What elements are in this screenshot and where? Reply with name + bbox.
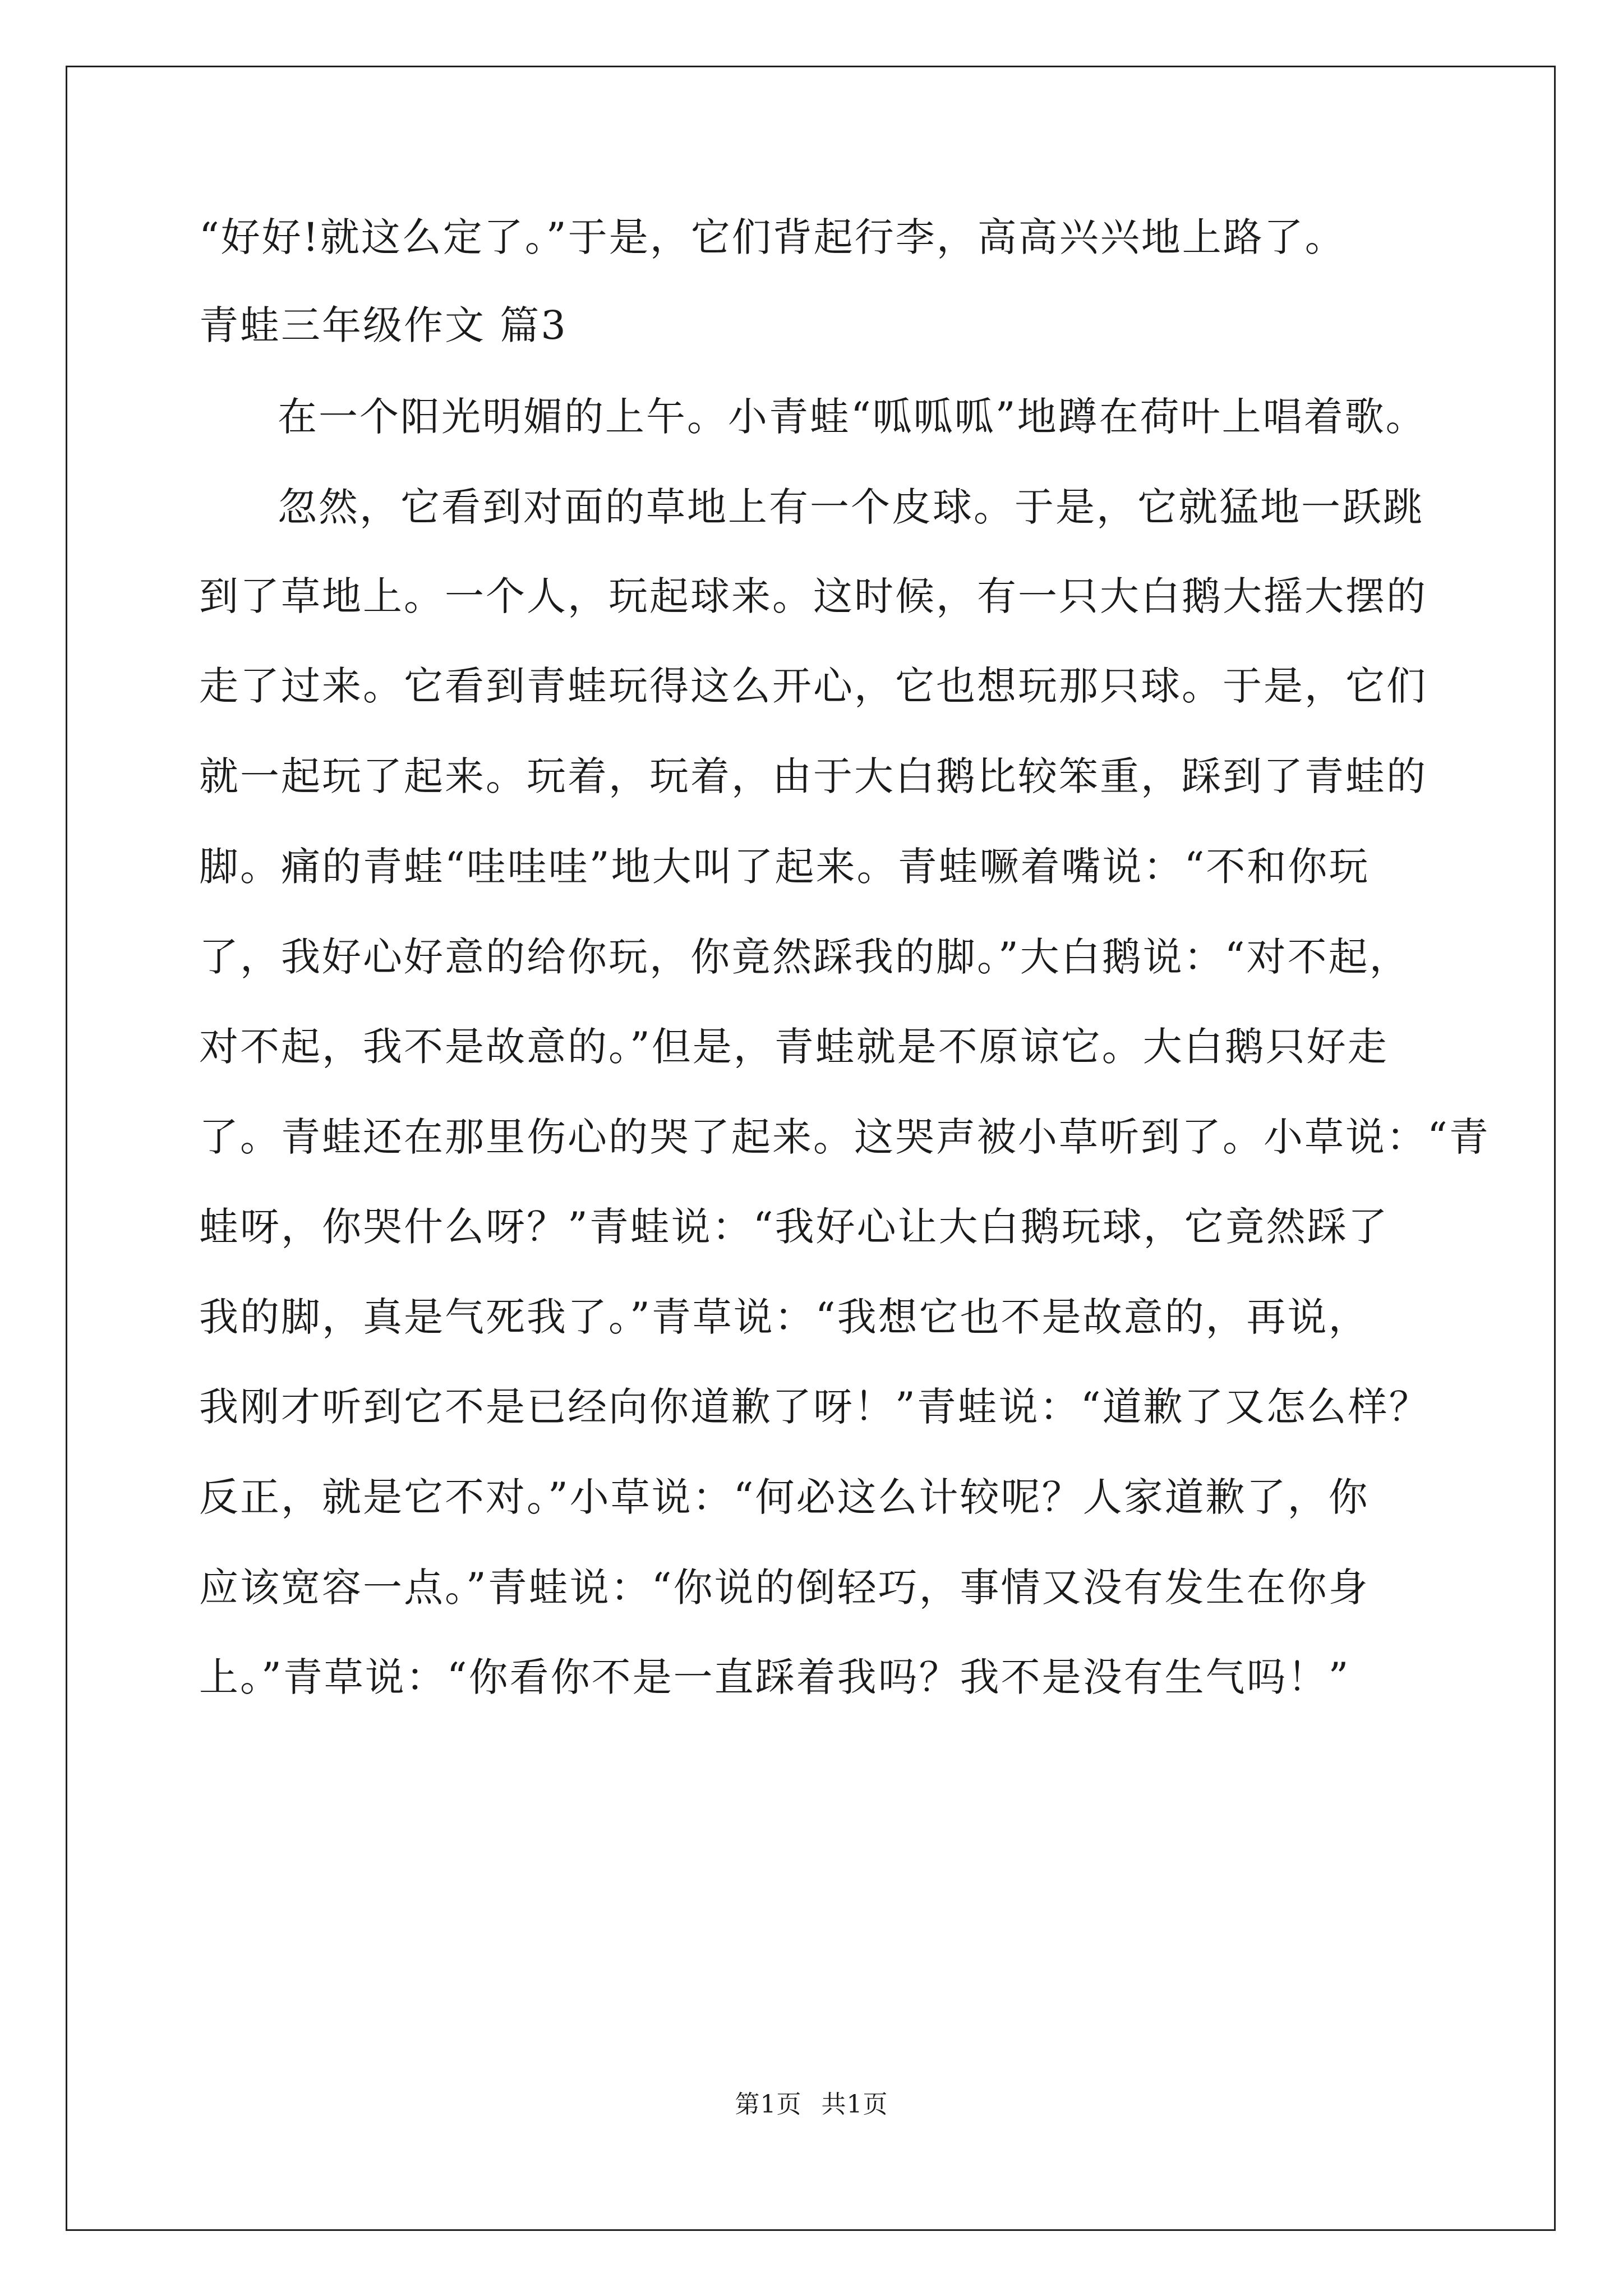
paragraph-2-line: 了，我好心好意的给你玩，你竟然踩我的脚。”大白鹅说：“对不起， [199,934,1410,980]
paragraph-2-line: 到了草地上。一个人，玩起球来。这时候，有一只大白鹅大摇大摆的 [199,573,1427,619]
paragraph-2-line: 就一起玩了起来。玩着，玩着，由于大白鹅比较笨重，踩到了青蛙的 [199,753,1427,799]
paragraph-2-line: 我刚才听到它不是已经向你道歉了呀！”青蛙说：“道歉了又怎么样？ [199,1384,1430,1430]
page-total: 共1页 [821,2090,888,2119]
paragraph-2-line: 走了过来。它看到青蛙玩得这么开心，它也想玩那只球。于是，它们 [199,663,1427,709]
paragraph-2-line: 我的脚，真是气死我了。”青草说：“我想它也不是故意的，再说， [199,1294,1370,1340]
section-heading: 青蛙三年级作文 篇3 [199,302,568,348]
paragraph-2-line: 了。青蛙还在那里伤心的哭了起来。这哭声被小草听到了。小草说：“青 [199,1114,1490,1160]
paragraph-2-line: 上。”青草说：“你看你不是一直踩着我吗？我不是没有生气吗！” [199,1654,1350,1700]
page-number: 第1页 [735,2090,802,2119]
paragraph-2-line: 反正，就是它不对。”小草说：“何必这么计较呢？人家道歉了，你 [199,1474,1370,1520]
paragraph-1-line: 在一个阳光明媚的上午。小青蛙“呱呱呱”地蹲在荷叶上唱着歌。 [278,394,1427,440]
text-line-closing-quote: “好好!就这么定了。”于是，它们背起行李，高高兴兴地上路了。 [199,214,1346,260]
paragraph-2-line: 脚。痛的青蛙“哇哇哇”地大叫了起来。青蛙噘着嘴说：“不和你玩 [199,844,1370,890]
paragraph-2-line: 对不起，我不是故意的。”但是，青蛙就是不原谅它。大白鹅只好走 [199,1024,1389,1070]
paragraph-2-line: 应该宽容一点。”青蛙说：“你说的倒轻巧，事情又没有发生在你身 [199,1565,1370,1611]
paragraph-2-line: 蛙呀，你哭什么呀？”青蛙说：“我好心让大白鹅玩球，它竟然踩了 [199,1204,1389,1250]
page-footer [0,2088,1623,2122]
paragraph-2-line: 忽然，它看到对面的草地上有一个皮球。于是，它就猛地一跃跳 [278,484,1424,530]
